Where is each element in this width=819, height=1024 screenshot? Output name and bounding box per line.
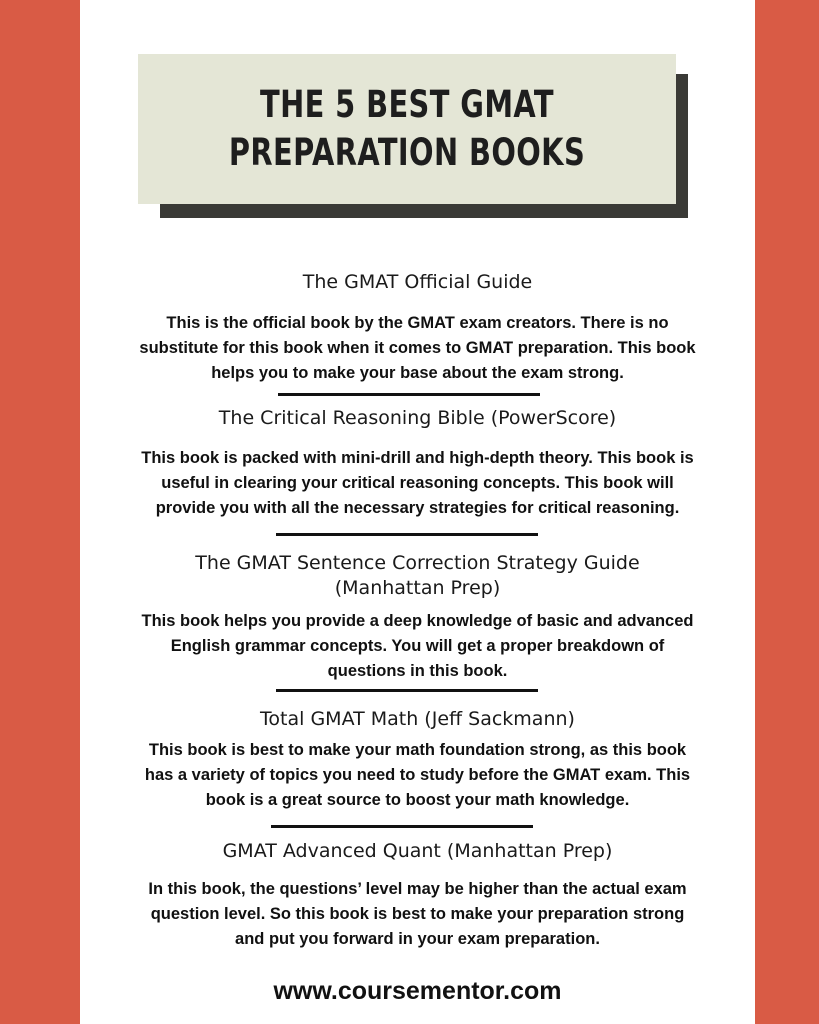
divider <box>276 689 538 692</box>
book-desc-line: In this book, the questions’ level may be higher than the actual exam <box>148 880 687 898</box>
book-title: Total GMAT Math (Jeff Sackmann) <box>260 708 575 730</box>
book-section-2 <box>80 406 755 431</box>
book-section-1 <box>80 270 755 295</box>
page-title-line-1: THE 5 BEST GMAT <box>259 83 554 126</box>
book-desc-line: questions in this book. <box>327 662 508 680</box>
book-desc-1 <box>80 311 755 386</box>
book-desc-line: English grammar concepts. You will get a proper breakdown of <box>170 637 665 655</box>
title-banner <box>138 54 676 204</box>
book-desc-line: This book is best to make your math foundation strong, as this book <box>148 741 687 759</box>
website-url[interactable]: www.coursementor.com <box>273 977 562 1005</box>
book-title: The GMAT Official Guide <box>302 271 533 293</box>
book-title: The Critical Reasoning Bible (PowerScore) <box>218 407 617 429</box>
book-desc-2 <box>80 446 755 521</box>
divider <box>271 825 533 828</box>
book-title-line: The GMAT Sentence Correction Strategy Guide <box>195 552 640 574</box>
book-desc-3 <box>80 609 755 684</box>
book-desc-line: helps you to make your base about the exam strong. <box>211 364 624 382</box>
book-title-line: (Manhattan Prep) <box>334 577 501 599</box>
book-section-3 <box>80 551 755 601</box>
book-desc-line: substitute for this book when it comes to GMAT preparation. This book <box>139 339 696 357</box>
book-desc-5 <box>80 877 755 952</box>
book-desc-line: question level. So this book is best to make your preparation strong <box>150 905 685 923</box>
book-desc-4 <box>80 738 755 813</box>
book-desc-line: provide you with all the necessary strategies for critical reasoning. <box>155 499 680 517</box>
right-border-stripe <box>755 0 819 1024</box>
book-desc-line: This book is packed with mini-drill and high-depth theory. This book is <box>141 449 694 467</box>
book-desc-line: This book helps you provide a deep knowledge of basic and advanced <box>141 612 694 630</box>
book-section-4 <box>80 707 755 732</box>
page-title-line-2: PREPARATION BOOKS <box>228 131 586 174</box>
book-desc-line: book is a great source to boost your math knowledge. <box>205 791 630 809</box>
book-title: GMAT Advanced Quant (Manhattan Prep) <box>222 840 613 862</box>
divider <box>278 393 540 396</box>
book-desc-line: This is the official book by the GMAT exam creators. There is no <box>166 314 669 332</box>
divider <box>276 533 538 536</box>
book-desc-line: useful in clearing your critical reasoning concepts. This book will <box>161 474 674 492</box>
left-border-stripe <box>0 0 80 1024</box>
book-desc-line: has a variety of topics you need to study before the GMAT exam. This <box>144 766 691 784</box>
book-section-5 <box>80 839 755 864</box>
book-desc-line: and put you forward in your exam preparation. <box>235 930 600 948</box>
